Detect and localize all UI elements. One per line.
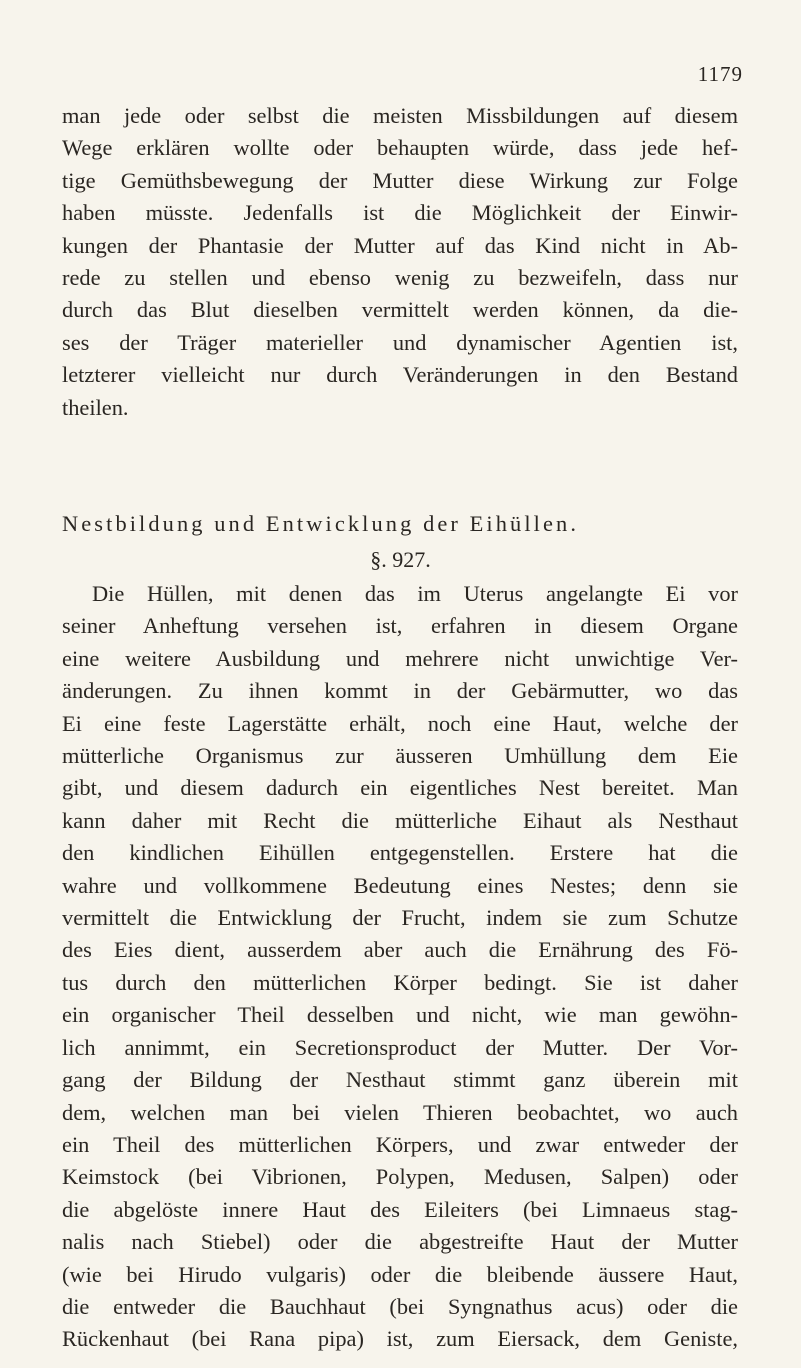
section-number: §. 927.	[370, 547, 431, 572]
text-line: den kindlichen Eihüllen entgegenstellen. Erstere hat die	[62, 840, 738, 866]
text-line: die abgelöste innere Haut des Eileiters (bei Limnaeus stag-	[62, 1196, 738, 1222]
paragraph-intro	[62, 100, 738, 424]
page-number: 1179	[697, 62, 743, 86]
paragraph-main	[62, 578, 738, 1356]
section-heading: Nestbildung und Entwicklung der Eihüllen.	[62, 511, 580, 536]
text-line: kungen der Phantasie der Mutter auf das Kind nicht in Ab-	[62, 232, 738, 258]
text-line: Die Hüllen, mit denen das im Uterus angelangte Ei vor	[92, 581, 738, 606]
text-line: des Eies dient, ausserdem aber auch die Ernährung des Fö-	[62, 937, 738, 963]
text-line: wahre und vollkommene Bedeutung eines Nestes; denn sie	[62, 872, 738, 898]
text-line: Rückenhaut (bei Rana pipa) ist, zum Eiersack, dem Geniste,	[62, 1326, 738, 1352]
text-line: man jede oder selbst die meisten Missbildungen auf diesem	[62, 103, 738, 128]
text-line: letzterer vielleicht nur durch Veränderungen in den Bestand	[62, 362, 738, 388]
text-line: tus durch den mütterlichen Körper bedingt. Sie ist daher	[62, 969, 738, 995]
text-line: gang der Bildung der Nesthaut stimmt ganz überein mit	[62, 1067, 738, 1093]
text-line: Ei eine feste Lagerstätte erhält, noch eine Haut, welche der	[62, 710, 738, 736]
text-line: haben müsste. Jedenfalls ist die Möglichkeit der Einwir-	[62, 200, 738, 226]
text-line: kann daher mit Recht die mütterliche Eihaut als Nesthaut	[62, 807, 738, 833]
text-line: durch das Blut dieselben vermittelt werden können, da die-	[62, 297, 738, 323]
text-line: (wie bei Hirudo vulgaris) oder die bleibende äussere Haut,	[62, 1261, 738, 1287]
text-line: vermittelt die Entwicklung der Frucht, indem sie zum Schutze	[62, 905, 738, 931]
text-line: rede zu stellen und ebenso wenig zu bezweifeln, dass nur	[62, 265, 738, 291]
text-line: theilen.	[62, 394, 129, 420]
text-line: die entweder die Bauchhaut (bei Syngnathus acus) oder die	[62, 1293, 738, 1319]
text-line: mütterliche Organismus zur äusseren Umhüllung dem Eie	[62, 743, 738, 769]
text-line: ein Theil des mütterlichen Körpers, und zwar entweder der	[62, 1131, 738, 1157]
text-line: lich annimmt, ein Secretionsproduct der Mutter. Der Vor-	[62, 1034, 738, 1060]
text-line: ses der Träger materieller und dynamischer Agentien ist,	[62, 329, 738, 355]
text-line: gibt, und diesem dadurch ein eigentliches Nest bereitet. Man	[62, 775, 738, 801]
text-line: eine weitere Ausbildung und mehrere nicht unwichtige Ver-	[62, 645, 738, 671]
text-line: seiner Anheftung versehen ist, erfahren in diesem Organe	[62, 613, 738, 639]
text-line: Wege erklären wollte oder behaupten würde, dass jede hef-	[62, 135, 738, 161]
text-line: tige Gemüthsbewegung der Mutter diese Wirkung zur Folge	[62, 167, 738, 193]
text-line: Keimstock (bei Vibrionen, Polypen, Medusen, Salpen) oder	[62, 1164, 738, 1190]
text-line: änderungen. Zu ihnen kommt in der Gebärmutter, wo das	[62, 678, 738, 704]
text-line: dem, welchen man bei vielen Thieren beobachtet, wo auch	[62, 1099, 738, 1125]
text-line: ein organischer Theil desselben und nicht, wie man gewöhn-	[62, 1002, 738, 1028]
text-line: nalis nach Stiebel) oder die abgestreifte Haut der Mutter	[62, 1229, 738, 1255]
